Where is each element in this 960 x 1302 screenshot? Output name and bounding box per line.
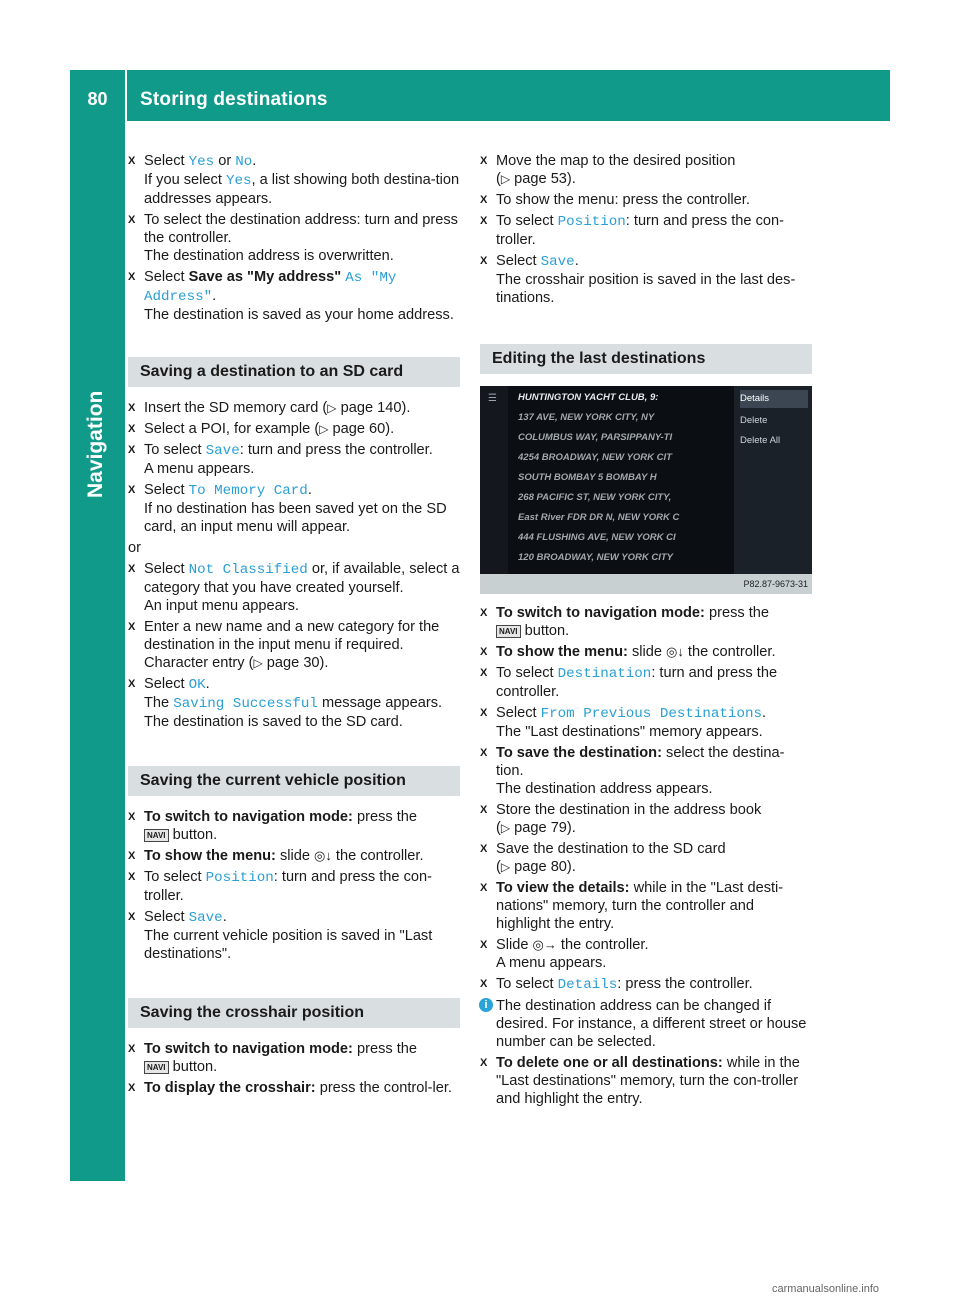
step	[480, 643, 812, 661]
option-save: Save	[205, 443, 240, 459]
step	[480, 936, 812, 972]
screen-left-bar	[480, 386, 508, 574]
text: select the destina-tion.	[496, 745, 785, 779]
text: : turn and press the controller.	[496, 665, 778, 700]
text: To select	[496, 976, 558, 992]
step-arrow-icon: X	[128, 811, 136, 823]
text: The destination is saved to the SD card.	[144, 714, 403, 730]
step-arrow-icon: X	[128, 423, 136, 435]
option-save: Save	[188, 910, 223, 926]
step-arrow-icon: X	[128, 563, 136, 575]
text: The destination address can be changed if desired. For instance, a different street or house number can be selected.	[496, 998, 807, 1050]
step	[480, 664, 812, 701]
menu-lines-icon: ☰	[488, 393, 497, 404]
page-ref-icon: ▷	[500, 821, 511, 835]
page-reference[interactable]: page 79).	[514, 820, 576, 836]
step	[480, 744, 812, 798]
option-details: Details	[557, 977, 618, 993]
page-reference[interactable]: page 80).	[514, 859, 576, 875]
left-column	[128, 152, 460, 1100]
step-arrow-icon: X	[480, 804, 488, 816]
text: the controller.	[556, 937, 649, 953]
destination-list	[510, 386, 732, 574]
option-ok: OK	[188, 677, 206, 693]
text: The destination address appears.	[496, 781, 713, 797]
text: Slide	[496, 937, 533, 953]
text: A menu appears.	[496, 955, 607, 971]
step-arrow-icon: X	[480, 882, 488, 894]
text: Select	[144, 269, 189, 285]
navi-button-icon: NAVI	[496, 625, 521, 638]
step-arrow-icon: X	[480, 747, 488, 759]
step	[128, 908, 460, 963]
text: Select	[144, 153, 189, 169]
text: An input menu appears.	[144, 598, 299, 614]
page-ref-icon: ▷	[327, 401, 337, 415]
step	[480, 252, 812, 307]
option-yes: Yes	[188, 154, 215, 170]
info-note	[480, 997, 812, 1051]
step	[128, 211, 460, 265]
text: or	[214, 153, 236, 169]
step-arrow-icon: X	[480, 646, 488, 658]
step-arrow-icon: X	[480, 1057, 488, 1069]
text: The "Last destinations" memory appears.	[496, 724, 763, 740]
list-item[interactable]: 268 PACIFIC ST, NEW YORK CITY,	[518, 492, 672, 503]
option-to-memory-card: To Memory Card	[188, 483, 308, 499]
list-item[interactable]: 4254 BROADWAY, NEW YORK CIT	[518, 452, 672, 463]
text: Character entry (	[144, 655, 254, 671]
text: Select	[496, 253, 541, 269]
option-position: Position	[557, 214, 626, 230]
text: Save as "My address"	[188, 269, 342, 285]
text: Select	[144, 482, 189, 498]
step-arrow-icon: X	[480, 707, 488, 719]
list-item[interactable]: COLUMBUS WAY, PARSIPPANY-TI	[518, 432, 673, 443]
option-destination: Destination	[557, 666, 652, 682]
list-item[interactable]: 444 FLUSHING AVE, NEW YORK CI	[518, 532, 676, 543]
navi-button-icon: NAVI	[144, 829, 169, 842]
text: To show the menu:	[496, 644, 628, 660]
side-tab	[70, 121, 125, 1181]
step	[480, 212, 812, 249]
text: .	[574, 253, 579, 269]
message-saving-successful: Saving Successful	[173, 696, 318, 712]
controller-slide-right-icon: ◎→	[532, 937, 557, 952]
controller-slide-down-icon: ◎↓	[666, 644, 684, 659]
section-heading: Saving a destination to an SD card	[128, 357, 460, 387]
step	[128, 268, 460, 324]
step-arrow-icon: X	[480, 194, 488, 206]
step-arrow-icon: X	[128, 402, 136, 414]
step	[128, 808, 460, 844]
text: Select a POI, for example (	[144, 421, 320, 437]
page-title: Storing destinations	[140, 89, 328, 110]
text: The destination is saved as your home address.	[144, 307, 454, 323]
text: : press the controller.	[617, 976, 753, 992]
text: The crosshair position is saved in the last des-tinations.	[496, 272, 796, 306]
step-arrow-icon: X	[480, 215, 488, 227]
section-heading: Saving the crosshair position	[128, 998, 460, 1028]
text: .	[252, 153, 257, 169]
text: : turn and press the con-troller.	[144, 869, 432, 904]
text: Select	[144, 909, 189, 925]
controller-slide-down-icon: ◎↓	[314, 848, 332, 863]
step-arrow-icon: X	[128, 155, 136, 167]
text: The current vehicle position is saved in "Last destinations".	[144, 928, 433, 962]
text: press the	[352, 809, 418, 825]
step-arrow-icon: X	[480, 978, 488, 990]
step	[128, 868, 460, 905]
list-item[interactable]: HUNTINGTON YACHT CLUB, 9:	[518, 392, 659, 403]
text: A menu appears.	[144, 461, 255, 477]
step	[128, 441, 460, 478]
text: To view the details:	[496, 880, 630, 896]
side-tab-label: Navigation	[84, 390, 107, 498]
text: To show the menu: press the controller.	[496, 192, 750, 208]
text: If you select	[144, 172, 226, 188]
text: To select	[144, 869, 206, 885]
text: Move the map to the desired position	[496, 153, 736, 169]
option-from-previous-destinations: From Previous Destinations	[540, 706, 762, 722]
page-reference[interactable]: page 140).	[340, 400, 411, 416]
text: To save the destination:	[496, 745, 662, 761]
text: .	[762, 705, 767, 721]
text: or, if available, select a category that you have created yourself.	[144, 561, 460, 596]
text: Store the destination in the address book	[496, 802, 762, 818]
text: Enter a new name and a new category for the destination in the input menu if required.	[144, 619, 440, 653]
step: X Store the destination in the address book (▷ page 79).	[480, 802, 762, 836]
text: To switch to navigation mode:	[144, 809, 353, 825]
text: press the control-ler.	[315, 1080, 452, 1096]
step-arrow-icon: X	[480, 843, 488, 855]
text: To switch to navigation mode:	[144, 1041, 353, 1057]
step	[480, 704, 812, 741]
text: press the	[704, 605, 770, 621]
text: slide	[627, 644, 667, 660]
text: the controller.	[683, 644, 776, 660]
step-arrow-icon: X	[128, 678, 136, 690]
right-column	[480, 152, 812, 1111]
section-heading: Editing the last destinations	[480, 344, 812, 374]
step	[128, 420, 460, 438]
step-arrow-icon: X	[128, 911, 136, 923]
list-item[interactable]: 137 AVE, NEW YORK CITY, NY	[518, 412, 655, 423]
footer-watermark: carmanualsonline.info	[772, 1283, 880, 1295]
text: To select	[144, 442, 206, 458]
step-arrow-icon: X	[128, 621, 136, 633]
step-arrow-icon: X	[480, 667, 488, 679]
section-heading: Saving the current vehicle position	[128, 766, 460, 796]
list-item[interactable]: East River FDR DR N, NEW YORK C	[518, 512, 680, 523]
step	[480, 604, 812, 640]
text: message appears.	[317, 695, 443, 711]
or-text: or	[128, 540, 141, 556]
step	[128, 560, 460, 615]
text: button.	[520, 623, 570, 639]
step-arrow-icon: X	[128, 444, 136, 456]
text: .	[205, 676, 210, 692]
text: Save the destination to the SD card	[496, 841, 726, 857]
text: To select the destination address: turn and press the controller.	[144, 212, 458, 246]
page-ref-icon: ▷	[319, 422, 329, 436]
text: The destination address is overwritten.	[144, 248, 394, 264]
text: .	[222, 909, 227, 925]
menu-item-delete-all[interactable]: Delete All	[740, 435, 781, 446]
text: while in the "Last destinations" memory, turn the con-troller and highlight the entry.	[496, 1055, 800, 1107]
step-arrow-icon: X	[128, 1043, 136, 1055]
step-arrow-icon: X	[480, 607, 488, 619]
list-item[interactable]: 120 BROADWAY, NEW YORK CITY	[518, 552, 674, 563]
step: X Save the destination to the SD card (▷ page 80).	[480, 841, 726, 875]
text: The	[144, 695, 174, 711]
text: To select	[496, 665, 558, 681]
step-arrow-icon: X	[128, 1082, 136, 1094]
context-menu	[734, 386, 812, 574]
page-ref-icon: ▷	[500, 860, 511, 874]
menu-item-details[interactable]: Details	[740, 390, 808, 408]
text: Insert the SD memory card (	[144, 400, 328, 416]
step	[128, 847, 460, 865]
step	[128, 618, 460, 672]
step-arrow-icon: X	[128, 850, 136, 862]
info-icon: i	[479, 998, 493, 1012]
text: To display the crosshair:	[144, 1080, 316, 1096]
step-arrow-icon: X	[128, 214, 136, 226]
step	[480, 1054, 812, 1108]
page-reference[interactable]: page 30).	[266, 655, 329, 671]
last-destinations-screenshot	[480, 386, 812, 594]
step	[128, 152, 460, 208]
step-arrow-icon: X	[480, 155, 488, 167]
text: Select	[496, 705, 541, 721]
text: , a list showing both destina-tion addresses appears.	[144, 172, 460, 207]
page-ref-icon: ▷	[253, 656, 263, 670]
option-yes: Yes	[225, 173, 252, 189]
step	[128, 1079, 460, 1097]
step	[480, 975, 812, 994]
text: button.	[168, 827, 218, 843]
text: .	[307, 482, 312, 498]
step	[128, 675, 460, 731]
text: slide	[275, 848, 315, 864]
text: .	[212, 288, 217, 304]
navi-button-icon: NAVI	[144, 1061, 169, 1074]
page-reference[interactable]: page 53).	[514, 171, 576, 187]
text: the controller.	[331, 848, 424, 864]
text: To switch to navigation mode:	[496, 605, 705, 621]
page-reference[interactable]: page 60).	[332, 421, 395, 437]
step-arrow-icon: X	[480, 939, 488, 951]
text: while in the "Last desti-nations" memory, turn the controller and highlight the entry.	[496, 880, 784, 932]
step	[128, 399, 460, 417]
page-header	[70, 70, 890, 121]
text: button.	[168, 1059, 218, 1075]
option-save: Save	[540, 254, 575, 270]
page-ref-icon: ▷	[500, 172, 511, 186]
step-arrow-icon: X	[480, 255, 488, 267]
step-arrow-icon: X	[128, 871, 136, 883]
step: X Move the map to the desired position (▷ page 53).	[480, 153, 736, 187]
image-caption: P82.87-9673-31	[480, 574, 812, 594]
step	[480, 879, 812, 933]
text: If no destination has been saved yet on the SD card, an input menu will appear.	[144, 501, 447, 535]
option-not-classified: Not Classified	[188, 562, 308, 578]
text: : turn and press the controller.	[239, 442, 433, 458]
text: Select	[144, 676, 189, 692]
step-arrow-icon: X	[128, 271, 136, 283]
text: Select	[144, 561, 189, 577]
text: To delete one or all destinations:	[496, 1055, 723, 1071]
text: press the	[352, 1041, 418, 1057]
step	[480, 191, 812, 209]
option-as-my-address: As "My Address"	[144, 270, 397, 305]
menu-item-delete[interactable]: Delete	[740, 415, 768, 426]
option-position: Position	[205, 870, 274, 886]
text: : turn and press the con-troller.	[496, 213, 784, 248]
option-no: No	[235, 154, 253, 170]
step-arrow-icon: X	[128, 484, 136, 496]
list-item[interactable]: SOUTH BOMBAY 5 BOMBAY H	[518, 472, 657, 483]
text: To select	[496, 213, 558, 229]
page-number: 80	[70, 70, 127, 121]
step	[128, 1040, 460, 1076]
step	[128, 481, 460, 536]
text: To show the menu:	[144, 848, 276, 864]
